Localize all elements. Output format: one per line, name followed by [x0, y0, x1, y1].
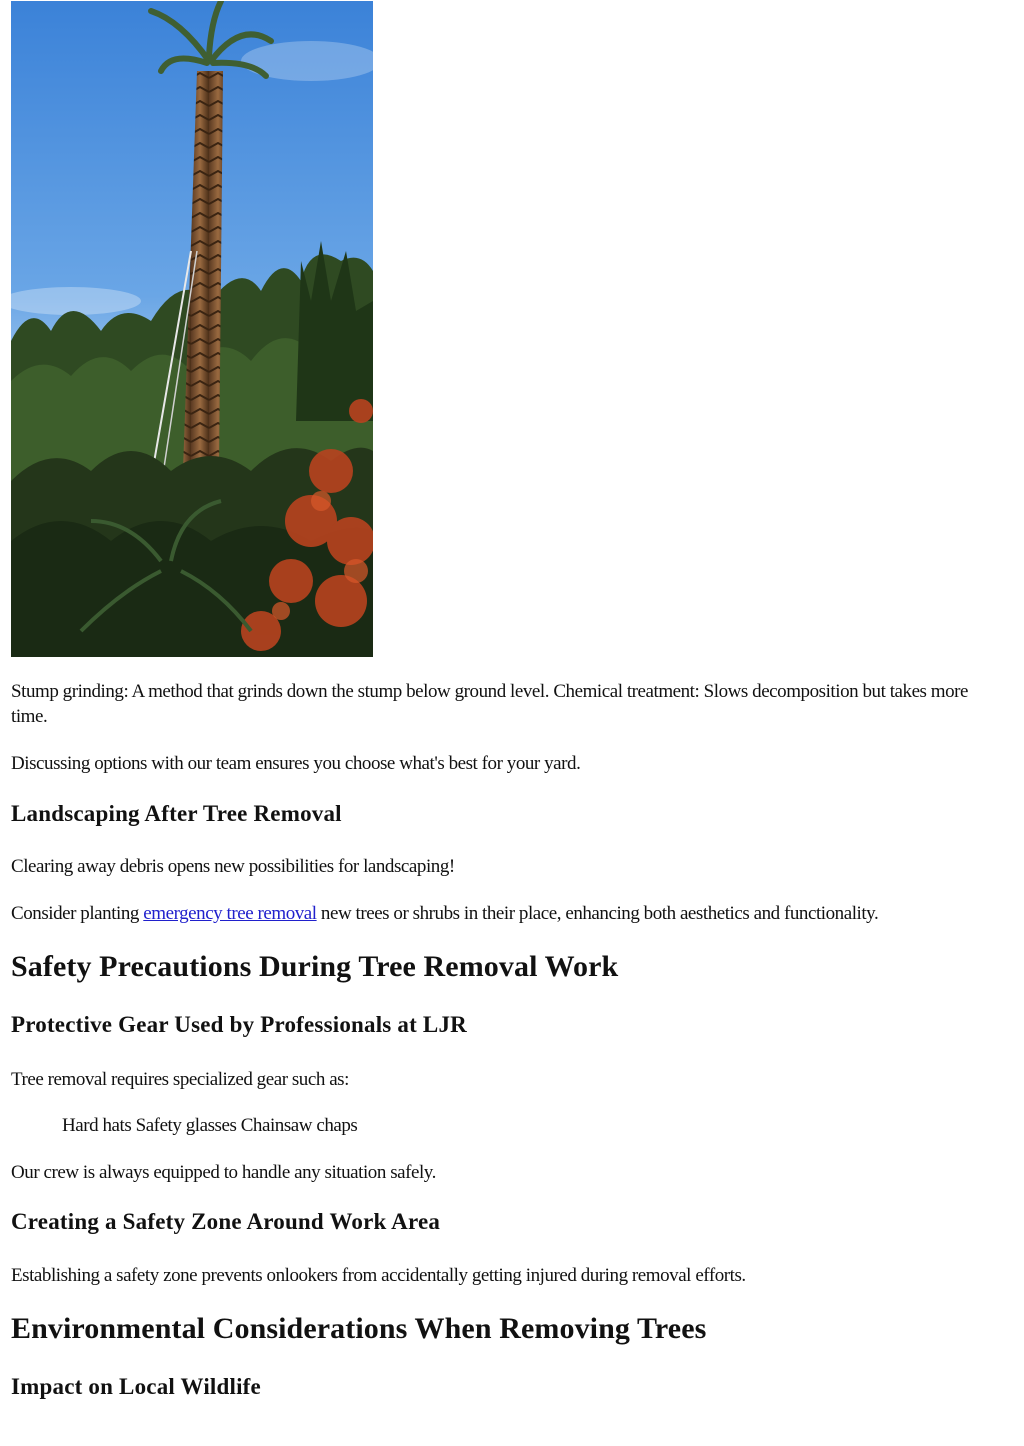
- stump-paragraph: Stump grinding: A method that grinds down the stump below ground level. Chemical treatment: Slows decomposition but takes more time.: [11, 681, 969, 727]
- heading-environmental-considerations: Environmental Considerations When Removing Trees: [11, 1312, 707, 1345]
- gear-intro-paragraph: Tree removal requires specialized gear such as:: [11, 1069, 349, 1090]
- safety-zone-paragraph: Establishing a safety zone prevents onlookers from accidentally getting injured during removal efforts.: [11, 1265, 746, 1286]
- heading-safety-zone: Creating a Safety Zone Around Work Area: [11, 1209, 441, 1234]
- discussing-paragraph: Discussing options with our team ensures you choose what's best for your yard.: [11, 753, 581, 774]
- heading-safety-precautions: Safety Precautions During Tree Removal Work: [11, 950, 619, 983]
- crew-paragraph: Our crew is always equipped to handle any situation safely.: [11, 1162, 436, 1183]
- heading-protective-gear: Protective Gear Used by Professionals at LJR: [11, 1012, 467, 1037]
- clearing-paragraph: Clearing away debris opens new possibilities for landscaping!: [11, 856, 455, 877]
- emergency-tree-removal-link[interactable]: emergency tree removal: [143, 903, 317, 924]
- heading-landscaping: Landscaping After Tree Removal: [11, 801, 342, 826]
- heading-local-wildlife: Impact on Local Wildlife: [11, 1374, 261, 1399]
- consider-paragraph: [11, 901, 878, 926]
- tree-removal-photo: [11, 1, 373, 657]
- gear-list: Hard hats Safety glasses Chainsaw chaps: [62, 1115, 358, 1136]
- consider-text-after: new trees or shrubs in their place, enhancing both aesthetics and functionality.: [316, 903, 879, 924]
- consider-text-before: Consider planting: [11, 903, 144, 924]
